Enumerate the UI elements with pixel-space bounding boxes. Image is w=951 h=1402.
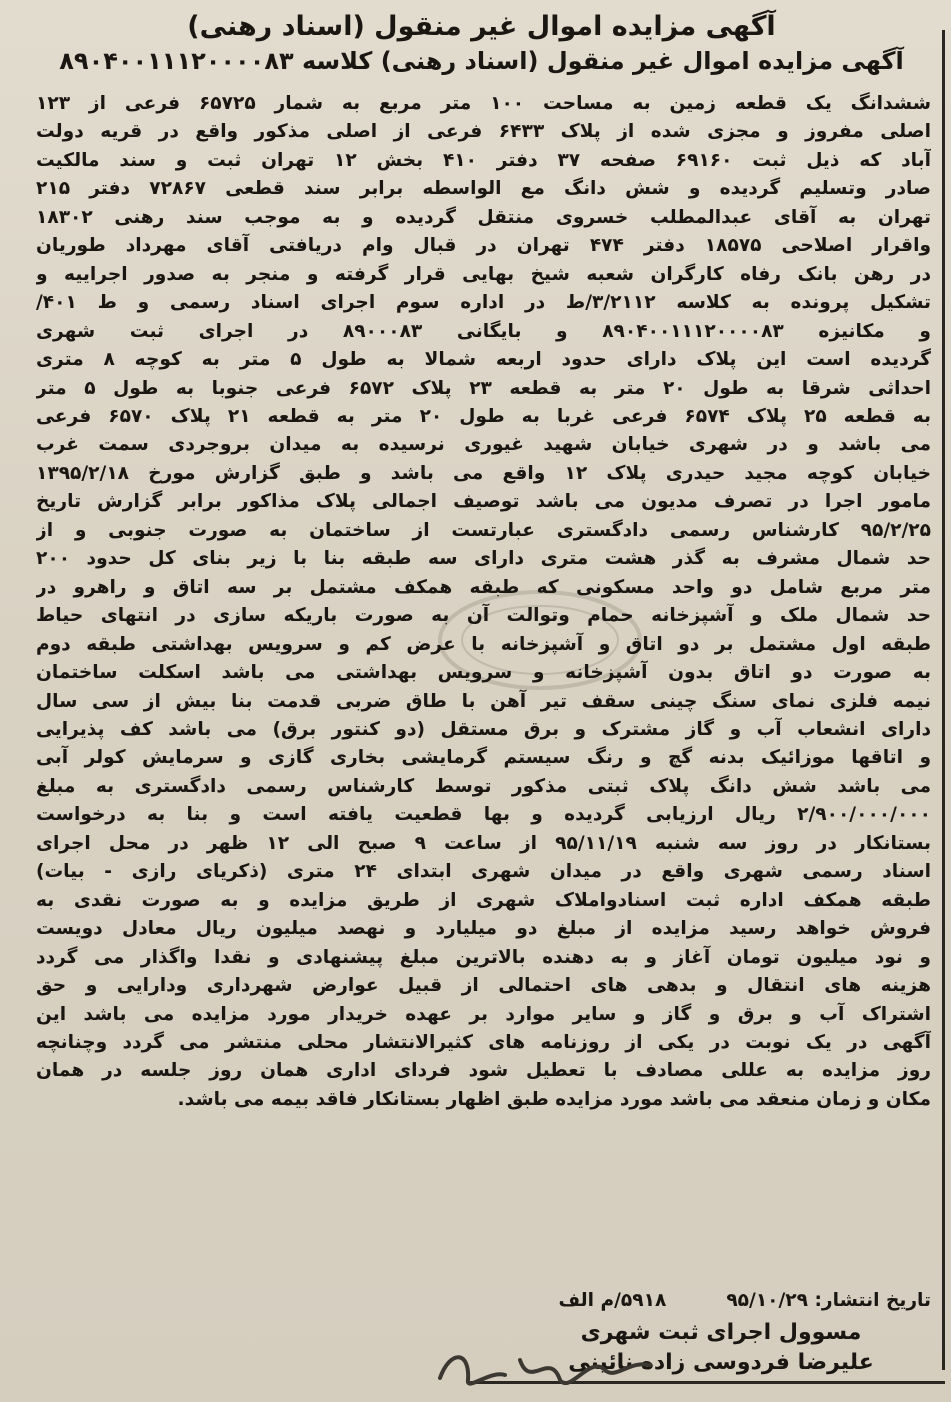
notice-body-line: صادر وتسلیم گردیده و شش دانگ مع الواسطه برابر سند قطعی ۷۲۸۶۷ دفتر ۲۱۵ xyxy=(36,178,931,200)
notice-body-line: حد شمال مشرف به گذر هشت متری دارای سه طبقه بنا با زیر بنای کل حدود ۲۰۰ xyxy=(36,548,931,570)
notice-body-line: تهران به آقای عبدالمطلب خسروی منتقل گردیده و به موجب سند رهنی ۱۸۳۰۲ xyxy=(36,206,931,228)
notice-body-line: نیمه فلزی نمای سنگ چینی سقف تیر آهن با طاق ضربی قدمت بنا بیش از سی سال xyxy=(36,690,931,712)
notice-body-line: متر مربع شامل دو واحد مسکونی که طبقه همکف مشتمل بر سه اتاق و راهرو در xyxy=(36,576,931,598)
notice-body-line: مکان و زمان منعقد می باشد مورد مزایده طبق اظهار بستانکار فاقد بیمه می باشد. xyxy=(177,1088,931,1110)
notice-body-line: خیابان کوچه مجید حیدری پلاک ۱۲ واقع می باشد و طبق گزارش مورخ ۱۳۹۵/۲/۱۸ xyxy=(36,462,931,484)
notice-body-line: می باشد شش دانگ پلاک ثبتی مذکور توسط کارشناس رسمی دادگستری به مبلغ xyxy=(36,775,931,797)
notice-body-line: طبقه اول مشتمل بر دو اتاق و آشپزخانه با عرض کم و سرویس بهداشتی طبقه دوم xyxy=(36,633,931,655)
notice-body-line: واقرار اصلاحی ۱۸۵۷۵ دفتر ۴۷۴ تهران در قبال وام دریافتی آقای مهرداد طوریان xyxy=(36,235,931,257)
notice-body-line: و مکانیزه ۸۹۰۴۰۰۱۱۱۲۰۰۰۰۸۳ و بایگانی ۸۹۰۰۰۸۳ در اجرای ثبت شهری xyxy=(36,320,931,342)
notice-body-line: طبقه همکف اداره ثبت اسنادواملاک شهری از طریق مزایده و به صورت نقدی به xyxy=(36,889,931,911)
notice-body-line: احداثی شرقا به طول ۲۰ متر به قطعه ۲۳ پلاک ۶۵۷۲ فرعی جنوبا به طول ۵ متر xyxy=(36,377,931,399)
signer-name: علیرضا فردوسی زاده نائینی xyxy=(568,1350,874,1375)
notice-body-line: اشتراک آب و برق و گاز و سایر موارد بر عهده خریدار مورد مزایده می باشد این xyxy=(36,1003,931,1025)
notice-body-line: بستانکار در روز سه شنبه ۹۵/۱۱/۱۹ از ساعت ۹ صبح الی ۱۲ ظهر در محل اجرای xyxy=(36,832,931,854)
publish-date: تاریخ انتشار: ۹۵/۱۰/۲۹ xyxy=(726,1290,931,1311)
right-frame-line xyxy=(942,30,945,1370)
reference-code: ۵۹۱۸/م الف xyxy=(558,1290,667,1311)
notice-body-line: گردیده است این پلاک دارای حدود اربعه شمالا به طول ۵ متر به کوچه ۸ متری xyxy=(36,349,931,371)
notice-body-line: در رهن بانک رفاه کارگران شعبه شیخ بهایی قرار گرفته و منجر به صدور اجراییه و xyxy=(36,263,931,285)
publication-info-row xyxy=(36,1290,931,1311)
notice-body xyxy=(36,90,931,1114)
notice-body-line: ۲/۹۰۰/۰۰۰/۰۰۰ ریال ارزیابی گردیده و بها قطعیت یافته است و بنا به درخواست xyxy=(36,804,931,826)
signer-title: مسوول اجرای ثبت شهری xyxy=(580,1320,862,1345)
notice-header xyxy=(30,10,933,78)
notice-body-line: هزینه های انتقال و بدهی های احتمالی از قبیل عوارض شهرداری ودارایی و حق xyxy=(36,975,931,997)
notice-body-line: روز مزایده به عللی مصادف با تعطیل شود فردای اداری همان روز جلسه در همان xyxy=(36,1060,931,1082)
notice-body-line: مامور اجرا در تصرف مدیون می باشد توصیف اجمالی پلاک مذاکور برابر گزارش تاریخ xyxy=(36,491,931,513)
notice-body-line: ششدانگ یک قطعه زمین به مساحت ۱۰۰ متر مربع به شمار ۶۵۷۲۵ فرعی از ۱۲۳ xyxy=(36,93,931,114)
notice-body-line: اسناد رسمی شهری واقع در میدان شهری ابتدای ۲۴ متری (ذکریای رازی - بیات) xyxy=(36,861,931,883)
notice-body-line: ۹۵/۲/۲۵ کارشناس رسمی دادگستری عبارتست از ساختمان به صورت جنوبی و از xyxy=(36,519,931,541)
notice-body-line: و اتاقها موزائیک بدنه گچ و رنگ سیستم گرمایشی بخاری گازی و سرمایش کولر آبی xyxy=(36,747,931,769)
notice-body-line: به قطعه ۲۵ پلاک ۶۵۷۴ فرعی غربا به طول ۲۰ متر به قطعه ۲۱ پلاک ۶۵۷۰ فرعی xyxy=(36,405,931,427)
notice-body-line: حد شمال ملک و آشپزخانه حمام وتوالت آن به صورت باریکه سازی در انتهای حیاط xyxy=(36,605,931,627)
notice-body-line: می باشد و در شهری خیابان شهید غیوری نرسیده به میدان بروجردی سمت غرب xyxy=(36,434,931,456)
notice-subtitle: آگهی مزایده اموال غیر منقول (اسناد رهنی) کلاسه ۸۹۰۴۰۰۱۱۱۲۰۰۰۰۸۳ xyxy=(59,47,904,75)
notice-title: آگهی مزایده اموال غیر منقول (اسناد رهنی) xyxy=(187,11,776,42)
notice-body-line: به صورت دو اتاق بدون آشپزخانه و سرویس بهداشتی می باشد اسکلت ساختمان xyxy=(36,662,931,684)
notice-body-line: آگهی در یک نوبت در یکی از روزنامه های کثیرالانتشار محلی منتشر می گردد وچنانچه xyxy=(36,1031,931,1053)
notice-body-line: و نود میلیون تومان آغاز و به دهنده بالاترین مبلغ پیشنهادی و نقدا واگذار می گردد xyxy=(36,946,931,968)
notice-body-line: اصلی مفروز و مجزی شده از پلاک ۶۴۳۳ فرعی از اصلی مذکور واقع در قریه دولت xyxy=(36,121,931,143)
notice-body-line: آباد که ذیل ثبت ۶۹۱۶۰ صفحه ۳۷ دفتر ۴۱۰ بخش ۱۲ تهران ثبت و سند مالکیت xyxy=(36,149,931,171)
notice-body-line: فروش خواهد رسید مزایده از مبلغ دو میلیارد و نهصد میلیون ریال معادل دویست xyxy=(36,918,931,940)
notice-body-line: تشکیل پرونده به کلاسه ۳/۲۱۱۲/ط در اداره سوم اجرای اسناد رسمی و ط ۴۰۱/ xyxy=(36,292,931,314)
handwritten-signature xyxy=(430,1330,660,1400)
notice-body-line: دارای انشعاب آب و گاز مشترک و برق مستقل (دو کنتور برق) می باشد کف پذیرایی xyxy=(36,718,931,740)
